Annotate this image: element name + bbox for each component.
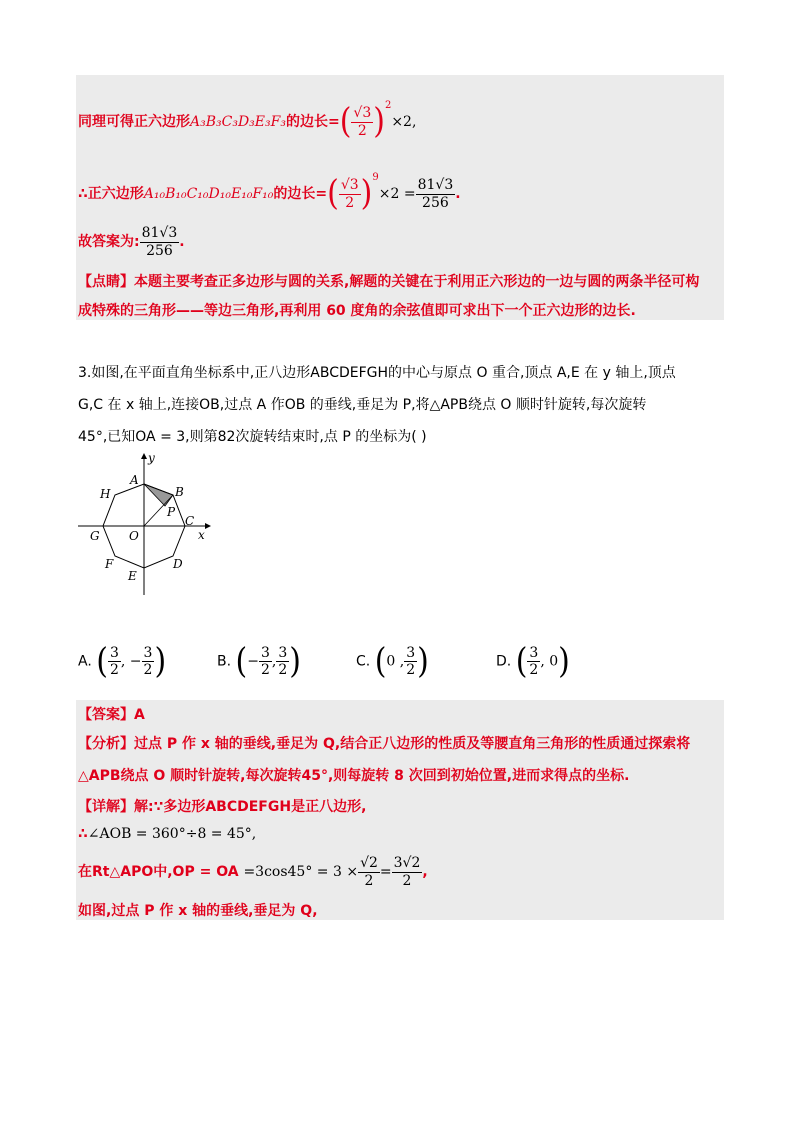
numerator: 3 [406,644,416,661]
fraction [358,855,380,888]
answer-line: 【答案】A [78,707,145,723]
text: 的边长= [285,114,340,130]
sign: − [247,653,259,670]
numerator: √2 [360,855,378,872]
exponent: 2 [384,100,392,111]
text: . [455,186,461,202]
fraction [527,645,540,678]
solution-line-2 [78,156,461,216]
label-o: O [129,529,139,543]
paren-close: ) [154,641,167,682]
denominator: 2 [109,662,119,678]
paren-open: ( [339,101,352,142]
y-axis-arrow [141,453,147,459]
option-letter: D. [496,653,512,670]
text: 在Rt△APO中,OP = OA [78,864,239,880]
denominator: 2 [278,662,288,678]
solution-line-3 [78,222,185,262]
denominator: 2 [143,662,153,678]
detail-line-3 [78,852,428,892]
text: ×2 = [378,186,416,202]
option-c[interactable] [356,641,429,682]
equals: = [379,864,392,880]
equation: ∠AOB = 360°÷8 = 45°, [87,826,257,842]
numerator: √3 [353,105,372,122]
fraction-result [416,177,456,210]
paren-open: ( [327,173,339,214]
label-g: G [90,529,100,543]
numerator: √3 [340,177,359,194]
text: 的边长= [273,186,328,202]
question-line-2: G,C 在 x 轴上,连接OB,过点 A 作OB 的垂线,垂足为 P,将△APB绕点 O 顺时针旋转,每次旋转 [78,397,647,413]
numerator: 3 [143,644,153,661]
text: . [179,234,185,250]
denominator: 2 [529,662,539,678]
analysis-line-2: △APB绕点 O 顺时针旋转,每次旋转45°,则每旋转 8 次回到初始位置,进而求得点的坐标. [78,768,630,784]
option-b[interactable] [217,641,301,682]
option-d[interactable] [496,641,570,682]
label-b: B [175,485,184,499]
polygon-name: A₃B₃C₃D₃E₃F₃ [190,114,286,130]
fraction [392,855,423,888]
numerator: 3√2 [393,855,421,872]
exponent: 9 [372,172,379,183]
label-f: F [105,557,114,571]
numerator: 3 [529,644,539,661]
fraction [142,645,155,678]
solution-point-note-2: 成特殊的三角形——等边三角形,再利用 60 度角的余弦值即可求出下一个正六边形的边长. [78,303,636,319]
option-letter: C. [356,653,371,670]
text: ∴正六边形 [78,186,144,202]
numerator: 3 [260,644,270,661]
separator: , − [120,653,142,670]
analysis-line-1: 【分析】过点 P 作 x 轴的垂线,垂足为 Q,结合正八边形的性质及等腰直角三角形的性质通过探索将 [78,736,691,752]
numerator: 3 [278,644,288,661]
text: 同理可得正六边形 [78,114,190,130]
x-axis-arrow [205,523,211,529]
fraction [108,645,121,678]
detail-line-4: 如图,过点 P 作 x 轴的垂线,垂足为 Q, [78,903,318,919]
paren-open: ( [96,641,108,682]
fraction [339,177,361,210]
therefore-symbol: ∴ [78,826,88,842]
option-letter: B. [217,653,232,670]
denominator: 2 [345,194,355,211]
paren-close: ) [289,641,301,682]
paren-close: ) [373,101,385,142]
numerator: 81√3 [141,225,178,242]
x-value: 0 , [386,653,405,670]
text: ×2, [391,114,417,130]
label-x: x [198,528,205,542]
y-value: , 0 [540,653,559,670]
option-a[interactable] [78,641,167,682]
text: 故答案为: [78,234,140,250]
fraction [404,645,417,678]
numerator: 3 [109,644,119,661]
polygon-name: A₁₀B₁₀C₁₀D₁₀E₁₀F₁₀ [143,186,274,202]
equation: =3cos45° = 3 × [243,864,359,880]
question-line-3: 45°,已知OA = 3,则第82次旋转结束时,点 P 的坐标为( ) [78,429,427,445]
denominator: 256 [422,194,449,211]
solution-point-note-1: 【点睛】本题主要考查正多边形与圆的关系,解题的关键在于利用正六形边的一边与圆的两条半径可构 [78,274,700,290]
label-e: E [128,569,137,583]
label-c: C [185,514,195,528]
label-a: A [130,473,139,487]
denominator: 2 [357,122,367,139]
detail-line-2 [78,826,256,842]
paren-open: ( [515,641,528,682]
option-letter: A. [78,653,92,670]
fraction [351,105,373,138]
label-d: D [173,557,183,571]
fraction [276,645,289,678]
separator: , [271,653,277,670]
label-p: P [167,505,176,519]
octagon-figure [70,450,220,598]
paren-open: ( [374,641,387,682]
paren-close: ) [558,641,570,682]
numerator: 81√3 [417,177,454,194]
denominator: 2 [402,872,412,889]
denominator: 256 [146,242,173,259]
fraction-answer [140,225,180,258]
question-line-1: 3.如图,在平面直角坐标系中,正八边形ABCDEFGH的中心与原点 O 重合,顶点 A,E 在 y 轴上,顶点 [78,365,676,381]
paren-open: ( [235,641,248,682]
denominator: 2 [260,662,270,678]
paren-close: ) [360,173,373,214]
solution-line-1 [78,84,416,144]
label-h: H [100,487,111,501]
detail-line-1: 【详解】解:∵多边形ABCDEFGH是正八边形, [78,799,367,815]
fraction [259,645,272,678]
denominator: 2 [406,662,416,678]
text: , [422,864,428,880]
label-y: y [148,451,155,465]
paren-close: ) [417,641,429,682]
triangle-apb [144,484,173,506]
denominator: 2 [364,872,374,889]
